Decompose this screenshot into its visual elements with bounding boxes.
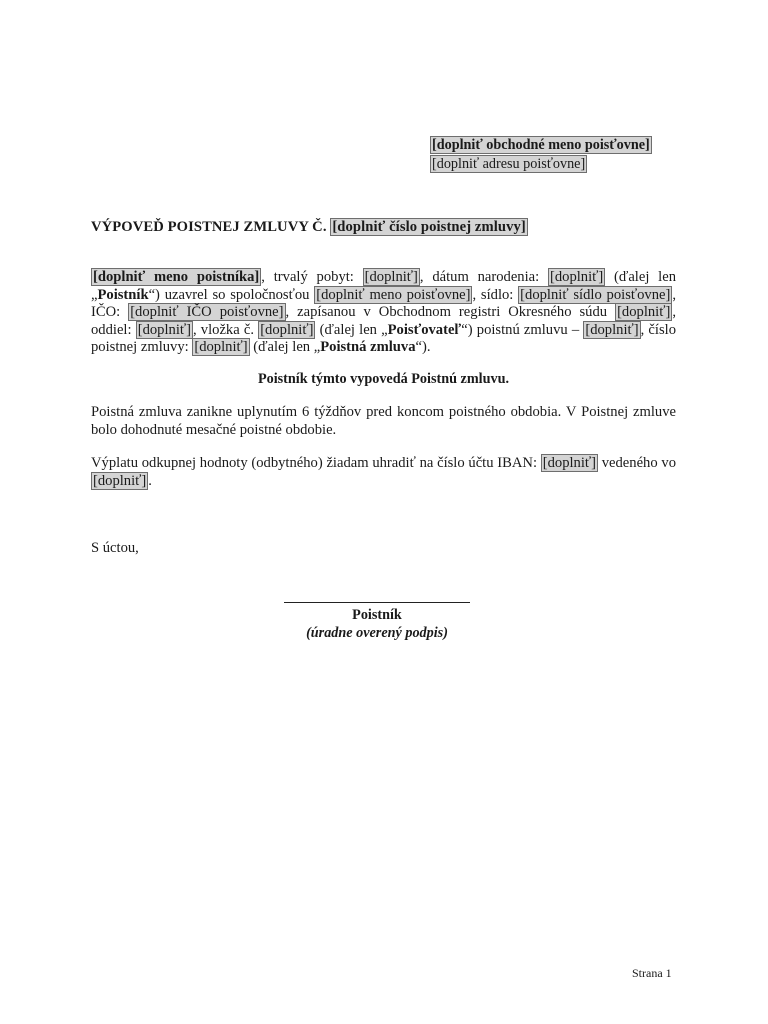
- payment-paragraph: [91, 455, 676, 490]
- insurer-id-placeholder[interactable]: [doplniť IČO poisťovne]: [130, 304, 284, 321]
- party-text: , trvalý pobyt:: [261, 269, 363, 285]
- residence-placeholder[interactable]: [doplniť]: [364, 269, 418, 285]
- insurer-term: Poisťovateľ: [387, 321, 462, 338]
- court-placeholder[interactable]: [doplniť]: [617, 304, 671, 321]
- party-text: (ďalej len „: [315, 321, 388, 338]
- section-placeholder[interactable]: [doplniť]: [137, 321, 191, 338]
- party-text: , sídlo:: [472, 286, 519, 303]
- party-text: , číslo poistnej zmluvy:: [91, 321, 676, 356]
- insurer-seat-placeholder[interactable]: [doplniť sídlo poisťovne]: [520, 286, 671, 303]
- recipient-address-placeholder[interactable]: [doplniť adresu poisťovne]: [432, 156, 586, 172]
- closing-salutation: S úctou,: [91, 540, 139, 556]
- party-text: , zapísanou v Obchodnom registri Okresného súdu: [285, 304, 616, 321]
- parties-paragraph: [91, 269, 676, 357]
- signature-block: [284, 602, 470, 642]
- title-prefix: VÝPOVEĎ POISTNEJ ZMLUVY Č.: [91, 219, 331, 235]
- birthdate-placeholder[interactable]: [doplniť]: [549, 269, 604, 285]
- party-text: , vložka č.: [192, 321, 259, 338]
- party-text: “).: [415, 339, 431, 356]
- payment-text: Výplatu odkupnej hodnoty (odbytného) žiadam uhradiť na číslo účtu IBAN:: [91, 455, 541, 471]
- recipient-company-placeholder[interactable]: [doplniť obchodné meno poisťovne]: [432, 137, 650, 153]
- party-text: , oddiel:: [91, 304, 676, 338]
- payment-text: .: [148, 472, 152, 489]
- insert-number-placeholder[interactable]: [doplniť]: [260, 321, 314, 338]
- contract-number-placeholder[interactable]: [doplniť]: [194, 339, 248, 356]
- signature-note: (úradne overený podpis): [306, 625, 448, 641]
- iban-placeholder[interactable]: [doplniť]: [542, 455, 596, 471]
- page-number: Strana 1: [632, 966, 672, 980]
- signature-line: [284, 602, 470, 603]
- termination-statement: Poistník týmto vypovedá Poistnú zmluvu.: [257, 371, 510, 387]
- bank-placeholder[interactable]: [doplniť]: [93, 472, 147, 489]
- contract-number-title-placeholder[interactable]: [doplniť číslo poistnej zmluvy]: [332, 219, 526, 235]
- policyholder-name-placeholder[interactable]: [doplniť meno poistníka]: [93, 269, 260, 285]
- policyholder-term: Poistník: [97, 286, 149, 303]
- contract-term: Poistná zmluva: [320, 339, 416, 356]
- party-text: (ďalej len „: [249, 339, 321, 356]
- party-text: , IČO:: [91, 286, 676, 321]
- payment-text: vedeného vo: [598, 455, 676, 471]
- signature-name: Poistník: [352, 607, 402, 623]
- contract-type-placeholder[interactable]: [doplniť]: [585, 321, 639, 338]
- recipient-address-block: [430, 136, 652, 174]
- document-title: [91, 219, 528, 236]
- party-text: “) uzavrel so spoločnosťou: [148, 286, 315, 303]
- recipient-address-line: [430, 155, 652, 174]
- party-text: “) poistnú zmluvu –: [461, 321, 584, 338]
- party-text: (ďalej len „: [91, 269, 677, 303]
- party-text: , dátum narodenia:: [419, 269, 548, 285]
- recipient-company-line: [430, 136, 652, 155]
- insurer-name-placeholder[interactable]: [doplniť meno poisťovne]: [316, 286, 471, 303]
- termination-paragraph: Poistná zmluva zanikne uplynutím 6 týždňov pred koncom poistného obdobia. V Poistnej zmluve bolo dohodnuté mesačné poistné obdobie.: [91, 404, 676, 438]
